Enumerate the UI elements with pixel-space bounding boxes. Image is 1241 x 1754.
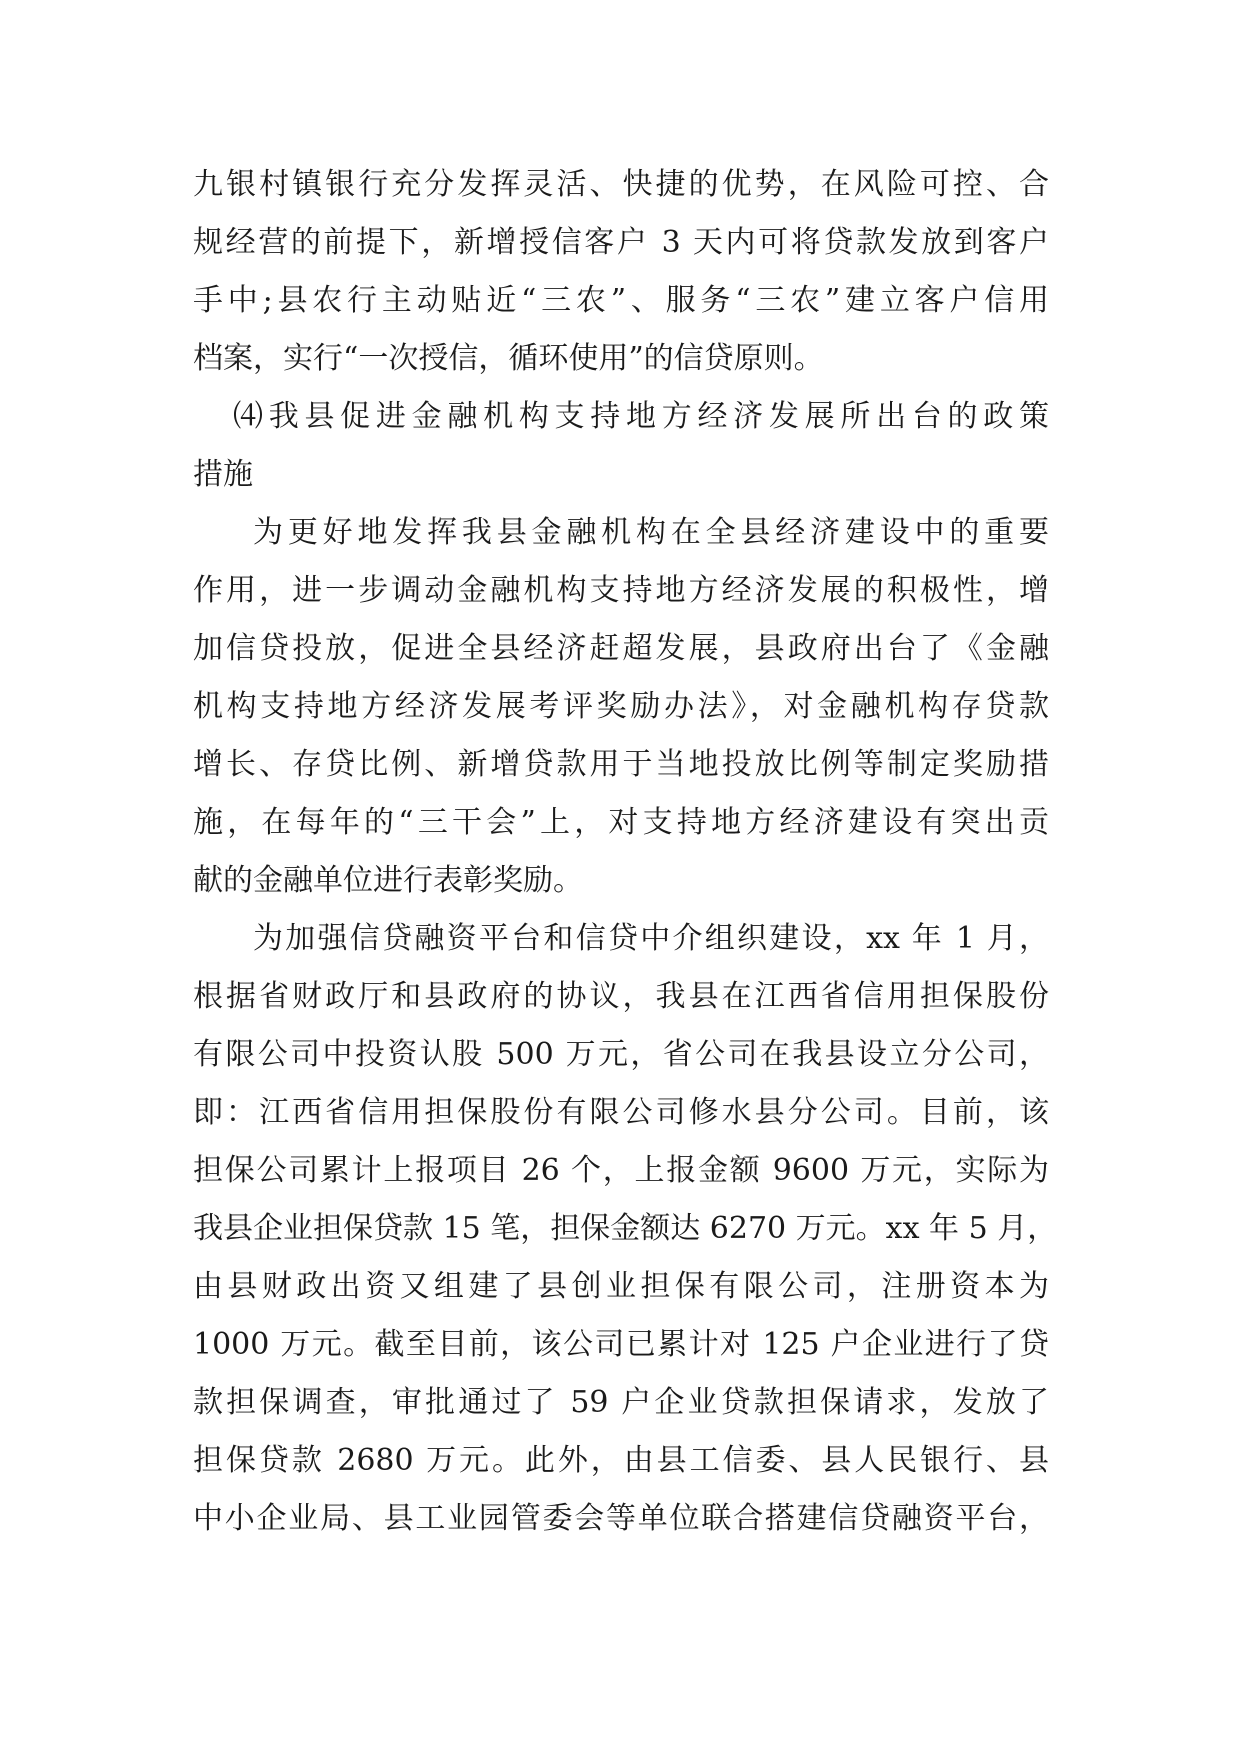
section-heading-continuation: 措施: [193, 457, 253, 492]
text-line: 手中;县农行主动贴近“三农”、服务“三农”建立客户信用: [193, 283, 1049, 318]
text-line: 1000 万元。截至目前，该公司已累计对 125 户企业进行了贷: [193, 1327, 1049, 1362]
text-line: 作用，进一步调动金融机构支持地方经济发展的积极性，增: [193, 573, 1049, 608]
text-line: 加信贷投放，促进全县经济赶超发展，县政府出台了《金融: [193, 631, 1049, 666]
paragraph-first-line: 为加强信贷融资平台和信贷中介组织建设，xx 年 1 月，: [253, 921, 1049, 956]
text-line: 由县财政出资又组建了县创业担保有限公司，注册资本为: [193, 1269, 1049, 1304]
text-line: 档案，实行“一次授信，循环使用”的信贷原则。: [193, 341, 824, 376]
text-line: 献的金融单位进行表彰奖励。: [193, 863, 583, 898]
text-line: 九银村镇银行充分发挥灵活、快捷的优势，在风险可控、合: [193, 167, 1049, 202]
paragraph-first-line: 为更好地发挥我县金融机构在全县经济建设中的重要: [253, 515, 1049, 550]
text-line: 中小企业局、县工业园管委会等单位联合搭建信贷融资平台，: [193, 1501, 1049, 1536]
text-line: 机构支持地方经济发展考评奖励办法》，对金融机构存贷款: [193, 689, 1049, 724]
text-line: 即：江西省信用担保股份有限公司修水县分公司。目前，该: [193, 1095, 1049, 1130]
text-line: 增长、存贷比例、新增贷款用于当地投放比例等制定奖励措: [193, 747, 1049, 782]
text-line: 担保公司累计上报项目 26 个，上报金额 9600 万元，实际为: [193, 1153, 1049, 1188]
text-line: 施，在每年的“三干会”上，对支持地方经济建设有突出贡: [193, 805, 1049, 840]
section-heading: ⑷我县促进金融机构支持地方经济发展所出台的政策: [233, 399, 1049, 434]
text-line: 有限公司中投资认股 500 万元，省公司在我县设立分公司，: [193, 1037, 1049, 1072]
text-line: 款担保调查，审批通过了 59 户企业贷款担保请求，发放了: [193, 1385, 1049, 1420]
text-line: 规经营的前提下，新增授信客户 3 天内可将贷款发放到客户: [193, 225, 1049, 260]
text-line: 我县企业担保贷款 15 笔，担保金额达 6270 万元。xx 年 5 月，: [193, 1211, 1058, 1246]
text-line: 担保贷款 2680 万元。此外，由县工信委、县人民银行、县: [193, 1443, 1049, 1478]
text-line: 根据省财政厅和县政府的协议，我县在江西省信用担保股份: [193, 979, 1049, 1014]
document-body: [193, 156, 1058, 1548]
